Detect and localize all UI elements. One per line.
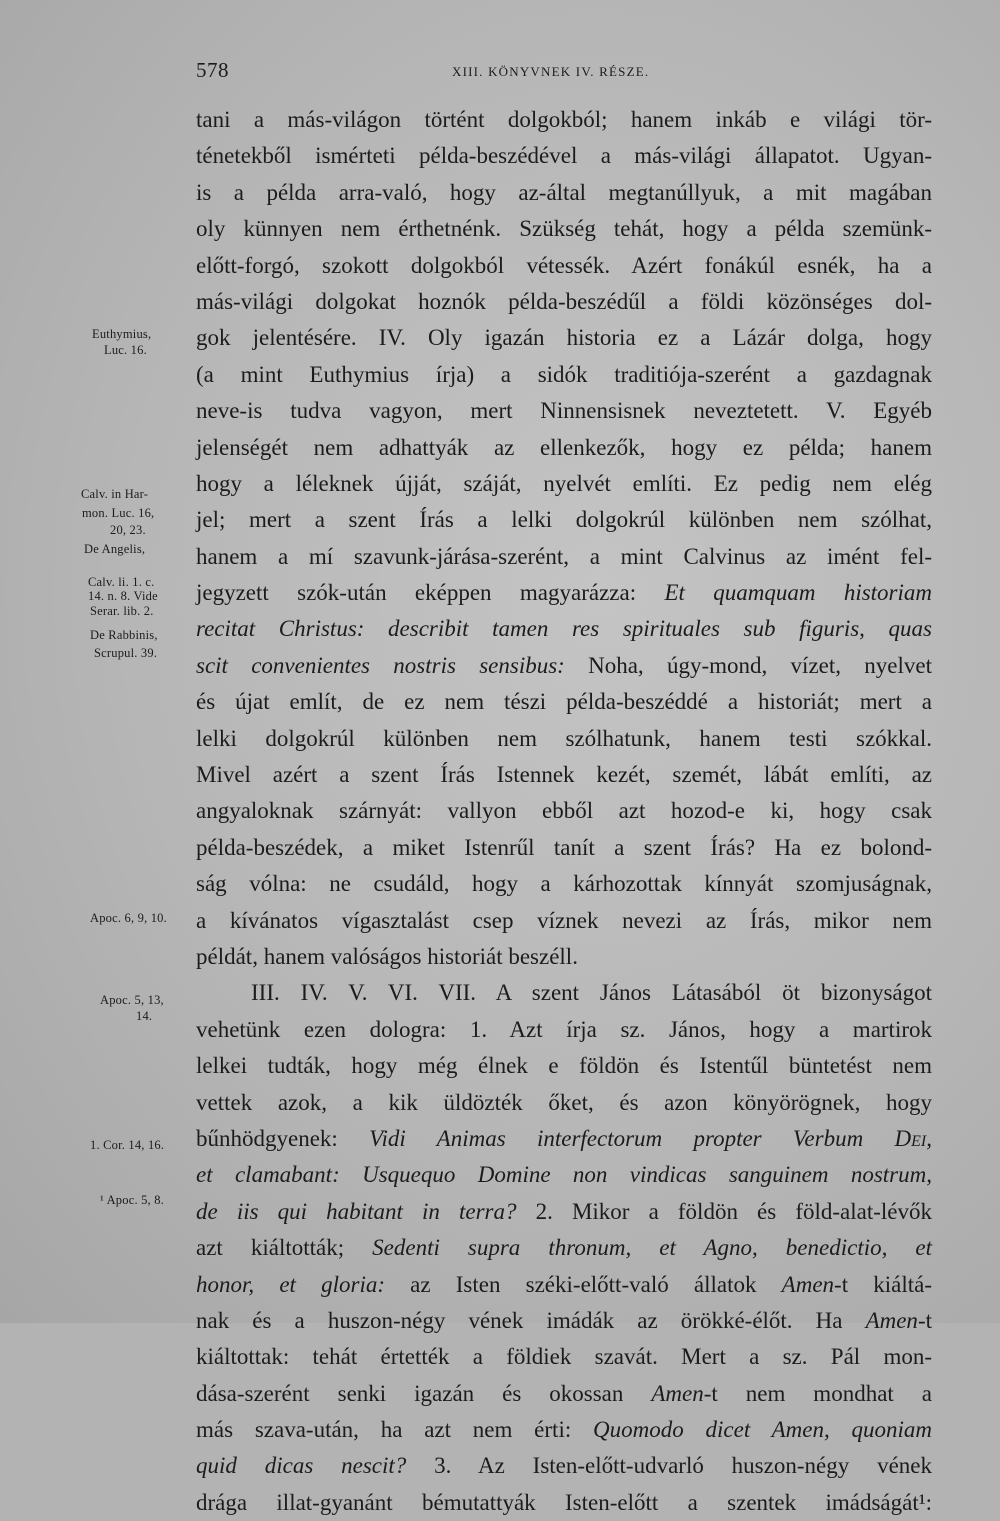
text-line	[196, 175, 932, 211]
text-segment: lelkei tudták, hogy még élnek e földön és Istentűl büntetést nem	[196, 1053, 932, 1079]
text-line	[196, 1121, 932, 1157]
margin-notes	[0, 0, 200, 1323]
margin-note: Scrupul. 39.	[94, 646, 158, 660]
margin-note: Luc. 16.	[104, 343, 147, 357]
text-line	[196, 138, 932, 174]
text-line	[196, 1267, 932, 1303]
latin-quote-segment: Sedenti supra thronum, et Agno, benedictio, et	[372, 1235, 932, 1261]
page-number: 578	[196, 58, 229, 82]
text-segment: neve-is tudva vagyon, mert Ninnensisnek neveztetett. V. Egyéb	[196, 398, 932, 424]
text-line	[196, 1157, 932, 1193]
text-line	[196, 1194, 932, 1230]
margin-note: 20, 23.	[110, 523, 146, 537]
text-segment: -t nem mondhat a	[703, 1380, 932, 1406]
text-segment: tani a más-világon történt dolgokból; hanem inkáb e világi tör-	[196, 107, 932, 132]
text-line	[196, 320, 932, 356]
margin-note: Serar. lib. 2.	[90, 604, 154, 618]
margin-note: 14. n. 8. Vide	[88, 589, 158, 603]
text-segment: -t	[917, 1307, 932, 1333]
latin-quote-segment: Dei,	[894, 1125, 932, 1151]
margin-note: Euthymius,	[92, 327, 152, 341]
text-segment: III. IV. V. VI. VII. A szent János Látasából öt bizonyságot	[251, 980, 932, 1006]
text-line	[196, 393, 932, 429]
text-segment: és újat említ, de ez nem tészi példa-beszéddé a historiát; mert a	[196, 689, 932, 715]
text-segment: dása-szerént senki igazán és okossan	[196, 1380, 652, 1406]
text-line	[196, 866, 932, 902]
text-segment: ság vólna: ne csudáld, hogy a kárhozottak kínnyát szomjuságnak,	[196, 871, 932, 897]
text-segment: azt kiáltották;	[196, 1235, 373, 1261]
latin-quote-segment: de iis qui habitant in terra?	[196, 1198, 536, 1224]
text-line	[196, 466, 932, 502]
margin-note: 1. Cor. 14, 16.	[90, 1138, 165, 1152]
latin-quote-segment: Amen	[865, 1307, 918, 1333]
text-line	[196, 1012, 932, 1048]
text-line	[196, 102, 932, 138]
text-line	[196, 684, 932, 720]
latin-quote-segment: scit convenientes nostris sensibus:	[196, 652, 589, 678]
text-line	[196, 721, 932, 757]
running-head: XIII. KÖNYVNEK IV. RÉSZE.	[452, 64, 650, 79]
margin-note: mon. Luc. 16,	[82, 506, 155, 520]
margin-note: 14.	[136, 1009, 153, 1023]
latin-quote-segment: Et quamquam historiam	[664, 580, 933, 606]
latin-quote-segment: Vidi Animas interfectorum propter Verbum	[369, 1125, 895, 1151]
text-line	[196, 211, 932, 247]
text-segment: jelenségét nem adhattyák az ellenkezők, hogy ez példa; hanem	[196, 434, 932, 460]
text-segment: nak és a huszon-négy vének imádák az örökké-élőt. Ha	[196, 1307, 866, 1333]
text-line	[196, 430, 932, 466]
text-segment: 2. Mikor a földön és föld-alat-lévők	[535, 1198, 932, 1224]
text-segment: hogy a léleknek újját, száját, nyelvét említi. Ez pedig nem elég	[196, 470, 932, 496]
margin-note: ¹ Apoc. 5, 8.	[100, 1193, 164, 1207]
text-segment: vehetünk ezen dologra: 1. Azt írja sz. János, hogy a martirok	[196, 1016, 932, 1042]
margin-note: Apoc. 5, 13,	[100, 993, 164, 1007]
text-segment: kiáltottak: tehát értették a földiek szavát. Mert a sz. Pál mon-	[196, 1344, 932, 1370]
margin-note: Calv. in Har-	[81, 487, 149, 501]
text-line	[196, 1448, 932, 1484]
text-line	[196, 648, 932, 684]
text-line	[196, 939, 932, 975]
text-segment: bűnhödgyenek:	[196, 1125, 370, 1151]
margin-note: Apoc. 6, 9, 10.	[90, 911, 167, 925]
text-line	[196, 1339, 932, 1375]
text-line	[196, 975, 932, 1011]
text-segment: oly künnyen nem érthetnénk. Szükség tehát, hogy a példa szemünk-	[196, 216, 932, 242]
text-segment: az Isten széki-előtt-való állatok	[410, 1271, 782, 1297]
text-line	[196, 284, 932, 320]
latin-quote-segment: Amen	[781, 1271, 835, 1297]
text-line	[196, 1303, 932, 1339]
text-segment: a kívánatos vígasztalást csep víznek nevezi az Írás, mikor nem	[196, 907, 932, 933]
text-segment: ténetekből ismérteti példa-beszédével a más-világi állapatot. Ugyan-	[196, 143, 932, 169]
text-segment: jegyzett szók-után eképpen magyarázza:	[196, 580, 665, 606]
text-segment: Mivel azért a szent Írás Istennek kezét, szemét, lábát említi, az	[196, 762, 932, 788]
text-segment: is a példa arra-való, hogy az-által megtanúllyuk, a mit magában	[196, 179, 932, 205]
text-line	[196, 757, 932, 793]
text-line	[196, 357, 932, 393]
latin-quote-segment: Quomodo dicet Amen, quoniam	[593, 1417, 932, 1443]
text-segment: hanem a mí szavunk-járása-szerént, a mint Calvinus az imént fel-	[196, 543, 932, 569]
text-segment: példát, hanem valóságos historiát beszéll.	[196, 943, 578, 969]
text-line	[196, 1485, 932, 1521]
text-line	[196, 1048, 932, 1084]
text-segment: angyaloknak szárnyát: vallyon ebből azt hozod-e ki, hogy csak	[196, 798, 932, 824]
text-segment: Noha, úgy-mond, vízet, nyelvet	[588, 652, 932, 678]
text-line	[196, 611, 932, 647]
latin-quote-segment: honor, et gloria:	[196, 1271, 411, 1297]
margin-note: De Rabbinis,	[90, 628, 158, 642]
text-segment: példa-beszédek, a miket Istenrűl tanít a szent Írás? Ha ez bolond-	[196, 834, 932, 860]
text-segment: jel; mert a szent Írás a lelki dolgokrúl különben nem szólhat,	[196, 507, 932, 533]
text-segment: 3. Az Isten-előtt-udvarló huszon-négy vének	[434, 1453, 932, 1479]
text-segment: előtt-forgó, szokott dolgokból vétessék. Azért fonákúl esnék, ha a	[196, 252, 932, 278]
text-segment: vettek azok, a kik üldözték őket, és azon könyörögnek, hogy	[196, 1089, 932, 1115]
text-segment: lelki dolgokrúl különben nem szólhatunk, hanem testi szókkal.	[196, 725, 932, 751]
text-line	[196, 575, 932, 611]
text-line	[196, 830, 932, 866]
text-line	[196, 1376, 932, 1412]
text-segment: más-világi dolgokat hoznók példa-beszédűl a földi közönséges dol-	[196, 288, 932, 314]
latin-quote-segment: et clamabant: Usquequo Domine non vindicas sanguinem nostrum,	[196, 1162, 932, 1188]
text-segment: más szava-után, ha azt nem érti:	[196, 1417, 594, 1443]
text-segment: (a mint Euthymius írja) a sidók traditiója-szerént a gazdagnak	[196, 361, 932, 387]
text-line	[196, 1230, 932, 1266]
text-line	[196, 1085, 932, 1121]
margin-note: De Angelis,	[84, 542, 146, 556]
text-line	[196, 248, 932, 284]
body-text	[196, 102, 932, 1521]
text-line	[196, 539, 932, 575]
text-segment: drága illat-gyanánt bémutattyák Isten-előtt a szentek imádságát¹:	[196, 1489, 932, 1515]
text-segment: gok jelentésére. IV. Oly igazán historia ez a Lázár dolga, hogy	[196, 325, 932, 351]
latin-quote-segment: recitat Christus: describit tamen res spirituales sub figuris, quas	[196, 616, 932, 642]
text-line	[196, 502, 932, 538]
latin-quote-segment: quid dicas nescit?	[196, 1453, 435, 1479]
text-line	[196, 793, 932, 829]
text-line	[196, 1412, 932, 1448]
margin-note: Calv. li. 1. c.	[88, 575, 155, 589]
text-line	[196, 903, 932, 939]
latin-quote-segment: Amen	[651, 1380, 704, 1406]
text-segment: -t kiáltá-	[834, 1271, 933, 1297]
